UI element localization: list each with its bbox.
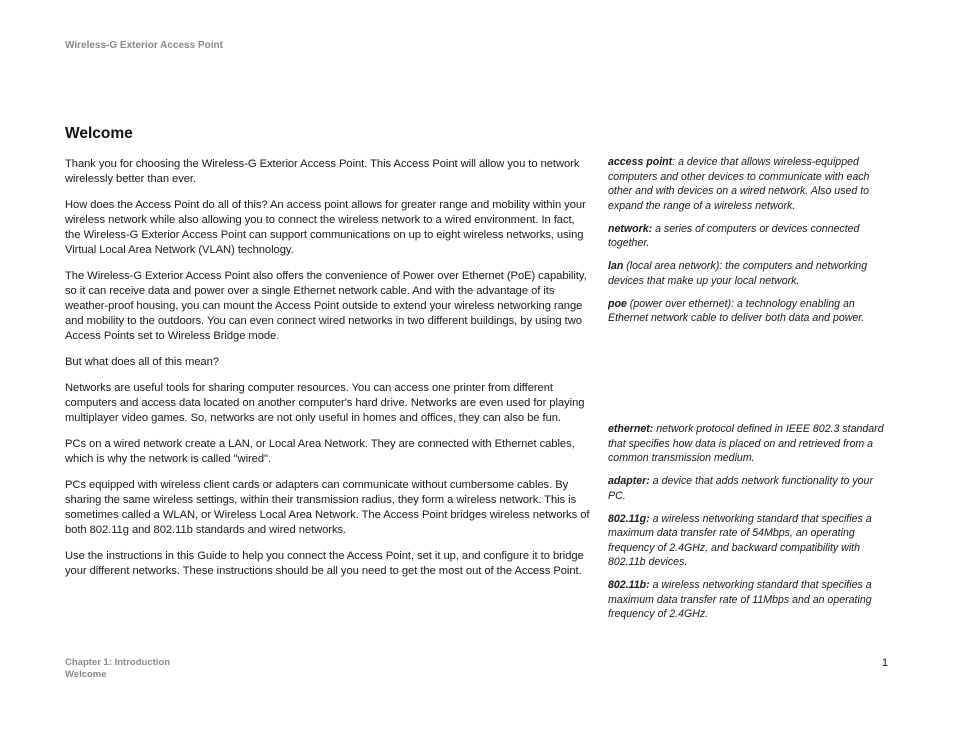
glossary-definition: a device that adds network functionality to your PC. bbox=[608, 475, 873, 502]
glossary-entry-ethernet bbox=[608, 422, 886, 466]
glossary-entry-802-11g bbox=[608, 512, 886, 570]
glossary-sidebar-top bbox=[608, 155, 886, 334]
body-paragraph: PCs equipped with wireless client cards or adapters can communicate without cumbersome cables. By sharing the same wireless settings, within their transmission radius, they form a wireless network. This is sometimes called a WLAN, or Wireless Local Area Network. The Access Point bridges wireless networks of both 802.11g and 802.11b standards and wired networks. bbox=[65, 479, 590, 536]
glossary-definition: network protocol defined in IEEE 802.3 standard that specifies how data is placed on and retrieved from a common transmission medium. bbox=[608, 423, 884, 464]
glossary-entry-network bbox=[608, 222, 886, 251]
glossary-term: lan bbox=[608, 260, 624, 272]
body-paragraph: Thank you for choosing the Wireless-G Exterior Access Point. This Access Point will allow you to network wirelessly better than ever. bbox=[65, 158, 580, 185]
glossary-entry-802-11b bbox=[608, 578, 886, 622]
glossary-entry-adapter bbox=[608, 474, 886, 503]
glossary-term: poe bbox=[608, 297, 627, 310]
body-paragraph: Networks are useful tools for sharing computer resources. You can access one printer from different computers and access data located on another computer's hard drive. Networks are even used for playing multiplayer video games. So, networks are not only useful in homes and offices, they can also be fun. bbox=[65, 382, 585, 424]
page-footer bbox=[65, 657, 170, 681]
glossary-definition: a series of computers or devices connected together. bbox=[608, 222, 860, 249]
glossary-term: network: bbox=[608, 222, 653, 235]
page-title: Welcome bbox=[65, 125, 133, 142]
body-paragraph: Use the instructions in this Guide to help you connect the Access Point, set it up, and configure it to bridge your different networks. These instructions should be all you need to get the most out of the Access Point. bbox=[65, 550, 584, 577]
body-paragraph: How does the Access Point do all of this? An access point allows for greater range and mobility within your wireless network while also allowing you to connect the wireless network to a wired environment. In fact, the Wireless-G Exterior Access Point can support communications on up to eight wireless networks, using Virtual Local Area Network (VLAN) technology. bbox=[65, 199, 586, 256]
footer-chapter: Chapter 1: Introduction bbox=[65, 657, 171, 668]
glossary-term: adapter: bbox=[608, 475, 650, 487]
glossary-sidebar-bottom bbox=[608, 422, 886, 630]
glossary-entry-lan bbox=[608, 259, 886, 288]
body-paragraph: But what does all of this mean? bbox=[65, 356, 219, 368]
running-header: Wireless-G Exterior Access Point bbox=[65, 40, 223, 51]
glossary-term: 802.11b: bbox=[608, 579, 650, 591]
glossary-definition: a wireless networking standard that specifies a maximum data transfer rate of 54Mbps, an operating frequency of 2.4GHz, and backward compatibility with 802.11b devices. bbox=[608, 512, 872, 568]
footer-section: Welcome bbox=[65, 669, 107, 680]
glossary-definition: a wireless networking standard that specifies a maximum data transfer rate of 11Mbps and an operating frequency of 2.4GHz. bbox=[608, 579, 872, 620]
glossary-entry-access-point bbox=[608, 155, 886, 213]
glossary-term: ethernet: bbox=[608, 423, 654, 435]
glossary-definition: (power over ethernet): a technology enabling an Ethernet network cable to deliver both data and power. bbox=[608, 297, 865, 324]
page-number: 1 bbox=[882, 657, 889, 669]
main-body bbox=[65, 157, 590, 590]
glossary-definition: a device that allows wireless-equipped computers and other devices to communicate with each other and with devices on a wired network. Also used to expand the range of a wireless network. bbox=[608, 156, 870, 212]
glossary-term: 802.11g: bbox=[608, 512, 650, 525]
body-paragraph: The Wireless-G Exterior Access Point also offers the convenience of Power over Ethernet (PoE) capability, so it can receive data and power over a single Ethernet network cable. And with the advantage of its weather-proof housing, you can mount the Access Point outside to extend your wireless networking range and mobility to the outdoors. You can even connect wired networks in two different buildings, by using two Access Points set to Wireless Bridge mode. bbox=[65, 270, 587, 342]
body-paragraph: PCs on a wired network create a LAN, or Local Area Network. They are connected with Ethernet cables, which is why the network is called "wired". bbox=[65, 438, 575, 465]
glossary-separator: : bbox=[672, 156, 676, 168]
glossary-entry-poe bbox=[608, 297, 886, 326]
glossary-definition: (local area network): the computers and networking devices that make up your local network. bbox=[608, 260, 868, 287]
glossary-term: access point bbox=[608, 156, 673, 168]
